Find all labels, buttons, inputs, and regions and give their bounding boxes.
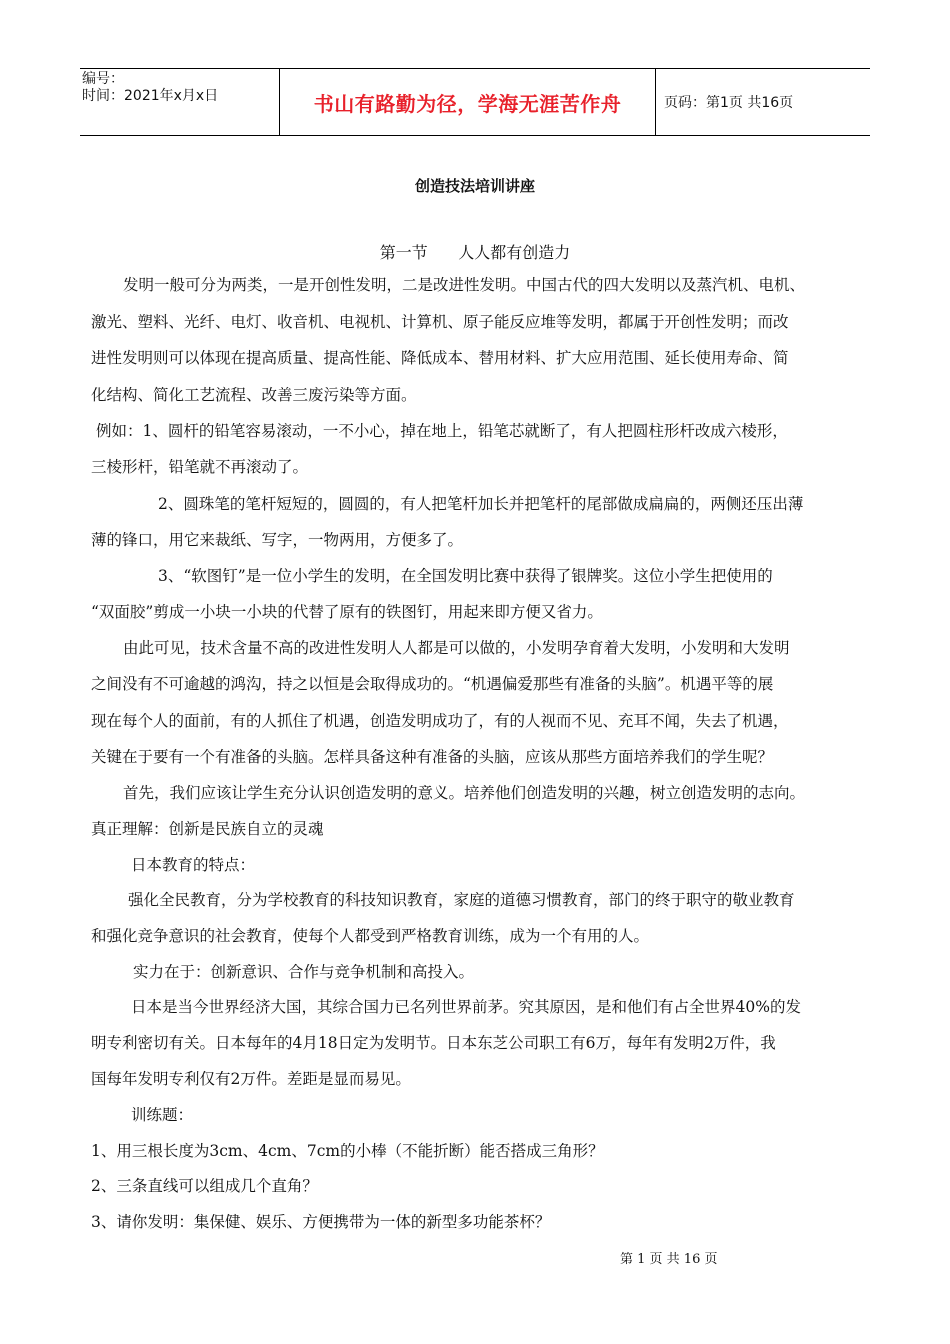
- page-footer: 第 1 页 共 16 页: [620, 1252, 718, 1267]
- paragraph-line: 由此可见，技术含量不高的改进性发明人人都是可以做的，小发明孕育着大发明，小发明和大发明: [123, 639, 790, 657]
- paragraph-line: 三棱形杆，铅笔就不再滚动了。: [91, 458, 309, 476]
- paragraph-line: 现在每个人的面前，有的人抓住了机遇，创造发明成功了，有的人视而不见、充耳不闻，失去了机遇，: [91, 712, 789, 730]
- paragraph-line: 1、用三根长度为3cm、4cm、7cm的小棒（不能折断）能否搭成三角形？: [91, 1142, 604, 1160]
- paragraph-line: 化结构、简化工艺流程、改善三废污染等方面。: [91, 386, 417, 404]
- paragraph-line: 明专利密切有关。日本每年的4月18日定为发明节。日本东芝公司职工有6万，每年有发明2万件，我: [91, 1034, 776, 1052]
- header-table: [80, 68, 870, 136]
- paragraph-line: 薄的锋口，用它来裁纸、写字，一物两用，方便多了。: [91, 531, 464, 549]
- paragraph-line: 和强化竞争意识的社会教育，使每个人都受到严格教育训练，成为一个有用的人。: [91, 927, 650, 945]
- paragraph-line: “双面胶”剪成一小块一小块的代替了原有的铁图钉，用起来即方便又省力。: [91, 603, 603, 621]
- paragraph-line: 激光、塑料、光纤、电灯、收音机、电视机、计算机、原子能反应堆等发明，都属于开创性发明；而改: [91, 313, 789, 331]
- paragraph-line: 日本教育的特点：: [131, 856, 256, 874]
- paragraph-line: 之间没有不可逾越的鸿沟，持之以恒是会取得成功的。“机遇偏爱那些有准备的头脑”。机遇平等的展: [91, 675, 774, 693]
- paragraph-line: 3、“软图钉”是一位小学生的发明，在全国发明比赛中获得了银牌奖。这位小学生把使用的: [158, 567, 773, 585]
- paragraph-line: 首先，我们应该让学生充分认识创造发明的意义。培养他们创造发明的兴趣，树立创造发明的志向。: [123, 784, 806, 802]
- paragraph-line: 日本是当今世界经济大国，其综合国力已名列世界前茅。究其原因，是和他们有占全世界40%的发: [131, 998, 801, 1016]
- paragraph-line: 训练题：: [131, 1106, 194, 1124]
- paragraph-line: 实力在于：创新意识、合作与竞争机制和高投入。: [133, 963, 475, 981]
- paragraph-line: 例如：1、圆杆的铅笔容易滚动，一不小心，掉在地上，铅笔芯就断了，有人把圆柱形杆改成六棱形，: [96, 422, 788, 440]
- section-title: 第一节 人人都有创造力: [379, 243, 571, 262]
- paragraph-line: 发明一般可分为两类，一是开创性发明，二是改进性发明。中国古代的四大发明以及蒸汽机、电机、: [123, 276, 806, 294]
- motto: 书山有路勤为径，学海无涯苦作舟: [280, 69, 656, 135]
- paragraph-line: 真正理解：创新是民族自立的灵魂: [91, 820, 324, 838]
- paragraph-line: 2、圆珠笔的笔杆短短的，圆圆的，有人把笔杆加长并把笔杆的尾部做成扁扁的，两侧还压出薄: [158, 495, 804, 513]
- page-info: 页码：第1页 共16页: [664, 95, 794, 111]
- paragraph-line: 国每年发明专利仅有2万件。差距是显而易见。: [91, 1070, 411, 1088]
- paragraph-line: 2、三条直线可以组成几个直角？: [91, 1177, 318, 1195]
- paragraph-line: 进性发明则可以体现在提高质量、提高性能、降低成本、替用材料、扩大应用范围、延长使用寿命、简: [91, 349, 789, 367]
- date-label: 时间：2021年x月x日: [82, 88, 219, 104]
- document-title: 创造技法培训讲座: [414, 177, 535, 195]
- paragraph-line: 强化全民教育，分为学校教育的科技知识教育，家庭的道德习惯教育，部门的终于职守的敬业教育: [128, 891, 795, 909]
- paragraph-line: 3、请你发明：集保健、娱乐、方便携带为一体的新型多功能茶杯？: [91, 1213, 551, 1231]
- header-meta: [80, 69, 280, 135]
- number-label: 编号：: [82, 71, 124, 87]
- paragraph-line: 关键在于要有一个有准备的头脑。怎样具备这种有准备的头脑，应该从那些方面培养我们的学生呢？: [91, 748, 774, 766]
